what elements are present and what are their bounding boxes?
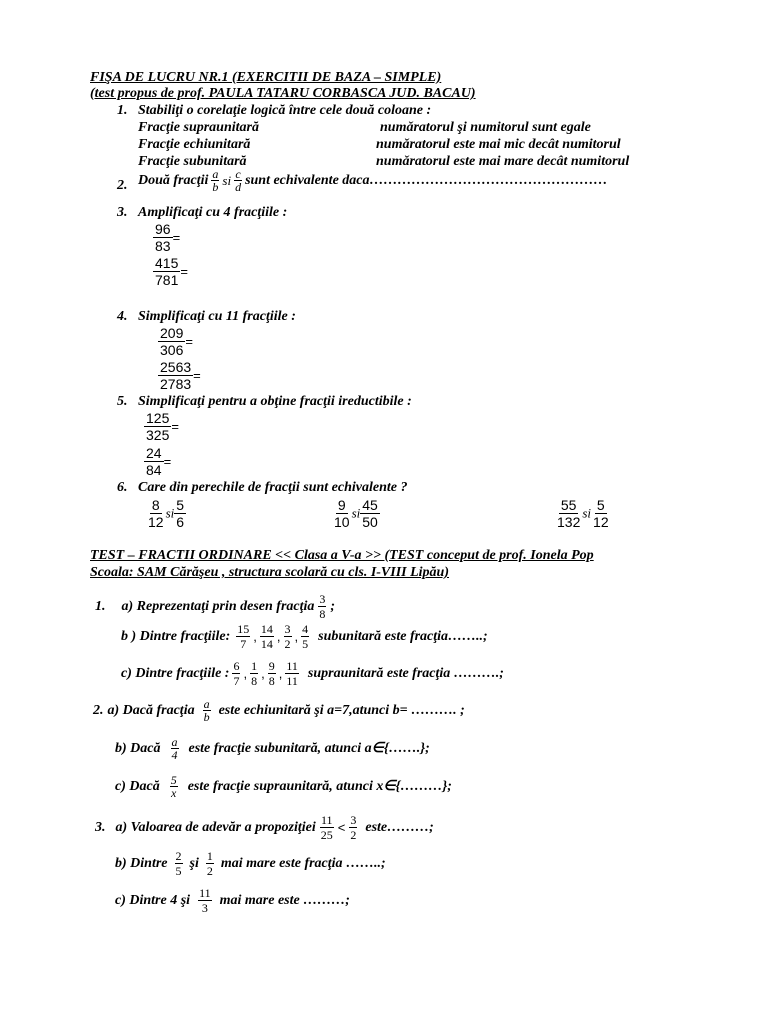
denominator: 3 — [201, 901, 208, 915]
numerator: 5 — [170, 773, 177, 787]
denominator: 83 — [155, 238, 171, 254]
denominator: 4 — [171, 748, 178, 762]
numerator: 209 — [160, 325, 184, 341]
numerator: 11 — [199, 886, 211, 900]
denominator: 132 — [557, 514, 581, 530]
denominator: 7 — [240, 637, 247, 651]
equals-sign: = — [185, 334, 193, 349]
fraction — [171, 736, 179, 761]
s2-q1c-end: supraunitară este fracţia ……….; — [307, 665, 504, 681]
s2-q2c-end: este fracţie supraunitară, atunci x∈{………}; — [187, 779, 452, 794]
s1-q4-number: 4. — [117, 309, 128, 324]
fraction — [285, 659, 299, 688]
denominator: d — [235, 180, 242, 194]
s2-q3-number: 3. — [95, 819, 106, 835]
numerator: 125 — [146, 410, 170, 426]
s1-q2-prefix: Două fracţii — [138, 172, 209, 188]
fraction — [232, 659, 240, 688]
numerator: c — [235, 167, 241, 181]
numerator: 9 — [337, 497, 346, 513]
s1-q6-pair-2 — [332, 497, 380, 530]
numerator: 8 — [151, 497, 160, 513]
numerator: 415 — [155, 255, 179, 271]
s1-q2-si: si — [222, 172, 232, 188]
s1-q5-number: 5. — [117, 394, 128, 409]
fraction — [250, 659, 258, 688]
comma: , — [261, 666, 265, 681]
denominator: 2783 — [160, 376, 192, 392]
numerator: 4 — [302, 622, 309, 636]
fraction — [301, 622, 309, 651]
fraction — [284, 622, 292, 651]
s1-q6-number: 6. — [117, 480, 128, 495]
denominator: b — [203, 710, 210, 724]
s2-q2c-text: c) Dacă — [115, 778, 160, 794]
s1-q2-fraction-c-d — [234, 168, 242, 193]
s2-q1-number: 1. — [95, 598, 106, 614]
fraction — [203, 698, 211, 723]
s2-q2a-text: a) Dacă fracţia — [107, 702, 195, 718]
numerator: 2 — [175, 849, 182, 863]
s1-q1-text: Stabiliţi o corelaţie logică între cele două coloane : — [138, 103, 432, 118]
fraction — [144, 445, 164, 478]
s1-q3-text: Amplificaţi cu 4 fracţiile : — [138, 205, 288, 220]
comma: , — [278, 666, 283, 681]
fraction — [175, 849, 183, 878]
numerator: 1 — [206, 849, 213, 863]
s1-q2-suffix: sunt echivalente daca…………………………………………… — [245, 172, 608, 188]
s1-q1-right-2: numǎratorul este mai mic decât numitorul — [376, 137, 621, 152]
s1-q5-text: Simplificaţi pentru a obţine fracţii ireductibile : — [138, 394, 412, 409]
numerator: 9 — [268, 659, 275, 673]
numerator: 1 — [251, 659, 258, 673]
s2-q3a-text: a) Valoarea de adevăr a propoziţiei — [115, 819, 316, 835]
s2-q1b — [121, 622, 488, 651]
numerator: a — [212, 167, 219, 181]
s2-q2a-end: este echiunitară şi a=7,atunci b= ………. ; — [218, 702, 465, 718]
comma: , — [253, 629, 257, 644]
numerator: 3 — [350, 813, 357, 827]
numerator: 6 — [233, 659, 240, 673]
denominator: 10 — [334, 514, 350, 530]
s2-q2a — [93, 698, 465, 723]
fraction — [332, 497, 352, 530]
s1-q1-right-3: numǎratorul este mai mare decât numitorul — [376, 154, 630, 169]
denominator: 2 — [350, 828, 357, 842]
denominator: 2 — [206, 864, 213, 878]
s2-q1c — [121, 659, 504, 688]
denominator: 25 — [320, 828, 333, 842]
s2-q1a — [95, 592, 335, 621]
s1-q3-number: 3. — [117, 205, 128, 220]
s1-q2-line — [138, 168, 608, 193]
s2-q3b-mid: şi — [189, 855, 199, 871]
fraction — [144, 410, 171, 443]
fraction — [174, 497, 186, 530]
fraction — [158, 359, 193, 392]
denominator: 2 — [284, 637, 291, 651]
s1-q6-pair-3 — [555, 497, 611, 530]
denominator: 7 — [233, 674, 240, 688]
s2-q1c-text: c) Dintre fracţiile : — [121, 665, 230, 681]
s1-q3-expr-2 — [153, 255, 188, 288]
fraction — [198, 886, 212, 915]
numerator: 2563 — [160, 359, 192, 375]
s2-q2c — [115, 774, 452, 799]
si-word: si — [582, 505, 592, 521]
numerator: 24 — [146, 445, 162, 461]
denominator: 306 — [160, 342, 184, 358]
s1-q1-left-3: Fracţie subunitară — [138, 154, 247, 169]
numerator: 11 — [320, 813, 333, 827]
denominator: 325 — [146, 427, 170, 443]
s1-q6-text: Care din perechile de fracţii sunt echivalente ? — [138, 480, 408, 495]
fraction — [170, 774, 178, 799]
s2-q3b-end: mai mare este fracţia ……..; — [220, 855, 386, 871]
numerator: 15 — [237, 622, 250, 636]
numerator: 5 — [596, 497, 605, 513]
fraction — [555, 497, 582, 530]
sheet2-title: TEST – FRACTII ORDINARE << Clasa a V-a >> (TEST conceput de prof. Ionela Pop — [90, 548, 594, 563]
s1-q4-expr-1 — [158, 325, 193, 358]
numerator: 3 — [284, 622, 291, 636]
s2-q3c — [115, 886, 350, 915]
s1-q4-text: Simplificaţi cu 11 fracţiile : — [138, 309, 296, 324]
s1-q1-left-2: Fracţie echiunitară — [138, 137, 251, 152]
equals-sign: = — [193, 368, 201, 383]
s2-q1a-end: ; — [330, 598, 336, 614]
equals-sign: = — [172, 230, 181, 245]
comma: , — [243, 666, 248, 681]
s2-q3b-text: b) Dintre — [115, 855, 168, 871]
denominator: 5 — [302, 637, 309, 651]
denominator: b — [212, 180, 219, 194]
equals-sign: = — [180, 264, 188, 279]
s1-q1-left-1: Fracţie supraunitară — [138, 120, 259, 135]
sheet1-title: FIŞA DE LUCRU NR.1 (EXERCITII DE BAZA – SIMPLE) — [90, 70, 442, 85]
fraction — [349, 813, 357, 842]
denominator: 11 — [286, 674, 298, 688]
s2-q2b-text: b) Dacă — [115, 740, 161, 756]
denominator: 50 — [362, 514, 378, 530]
equals-sign: = — [171, 419, 179, 434]
denominator: 14 — [260, 637, 273, 651]
numerator: 5 — [176, 497, 185, 513]
s2-q3b — [115, 849, 386, 878]
s1-q5-expr-2 — [144, 445, 171, 478]
s1-q2-number: 2. — [117, 178, 128, 193]
s2-q1a-text: a) Reprezentaţi prin desen fracţia — [121, 598, 315, 614]
si-word: si — [351, 505, 361, 521]
s2-q2-number: 2. — [93, 702, 104, 718]
numerator: 55 — [560, 497, 577, 513]
denominator: 8 — [251, 674, 258, 688]
equals-sign: = — [163, 454, 172, 469]
s2-q3c-end: mai mare este ………; — [219, 892, 350, 908]
s1-q6-pair-1 — [146, 497, 186, 530]
comma: , — [294, 629, 299, 644]
fraction — [153, 221, 173, 254]
si-word: si — [165, 505, 175, 521]
denominator: 12 — [148, 514, 164, 530]
numerator: a — [171, 735, 178, 749]
numerator: a — [203, 697, 210, 711]
sheet1-author-line: (test propus de prof. PAULA TATARU CORBASCA JUD. BACAU) — [90, 86, 476, 101]
denominator: 12 — [593, 514, 609, 530]
s2-q1b-text: b ) Dintre fracţiile: — [121, 628, 231, 644]
fraction — [268, 659, 276, 688]
numerator: 3 — [319, 592, 326, 606]
denominator: 781 — [155, 272, 179, 288]
s1-q1-right-1: numǎratorul şi numitorul sunt egale — [380, 120, 591, 135]
sheet2-school: Scoala: SAM Cărăşeu , structura scolară cu cls. I-VIII Lipău) — [90, 565, 450, 580]
denominator: 5 — [175, 864, 182, 878]
fraction — [318, 592, 326, 621]
numerator: 14 — [260, 622, 273, 636]
comma: , — [276, 629, 281, 644]
fraction — [146, 497, 166, 530]
s2-q3c-text: c) Dintre 4 şi — [115, 892, 191, 908]
numerator: 11 — [286, 659, 298, 673]
s2-q2b-end: este fracţie subunitară, atunci a∈{…….}; — [188, 741, 430, 756]
s2-q2b — [115, 736, 430, 761]
denominator: 84 — [146, 462, 162, 478]
s2-q3a — [95, 813, 434, 842]
fraction — [260, 622, 274, 651]
denominator: 8 — [319, 607, 326, 621]
s1-q2-fraction-a-b — [211, 168, 219, 193]
fraction — [158, 325, 185, 358]
denominator: x — [171, 786, 177, 800]
less-than-sign: < — [337, 820, 346, 835]
numerator: 45 — [362, 497, 378, 513]
s2-q3a-end: este………; — [365, 819, 434, 835]
denominator: 6 — [176, 514, 185, 530]
numerator: 96 — [155, 221, 171, 237]
s2-q1b-end: subunitară este fracţia……..; — [318, 628, 488, 644]
fraction — [236, 622, 250, 651]
fraction — [360, 497, 380, 530]
fraction — [206, 849, 214, 878]
s1-q5-expr-1 — [144, 410, 179, 443]
fraction — [153, 255, 180, 288]
s1-q3-expr-1 — [153, 221, 180, 254]
s1-q1-number: 1. — [117, 103, 128, 118]
s1-q4-expr-2 — [158, 359, 201, 392]
fraction — [320, 813, 334, 842]
fraction — [591, 497, 611, 530]
denominator: 8 — [268, 674, 275, 688]
